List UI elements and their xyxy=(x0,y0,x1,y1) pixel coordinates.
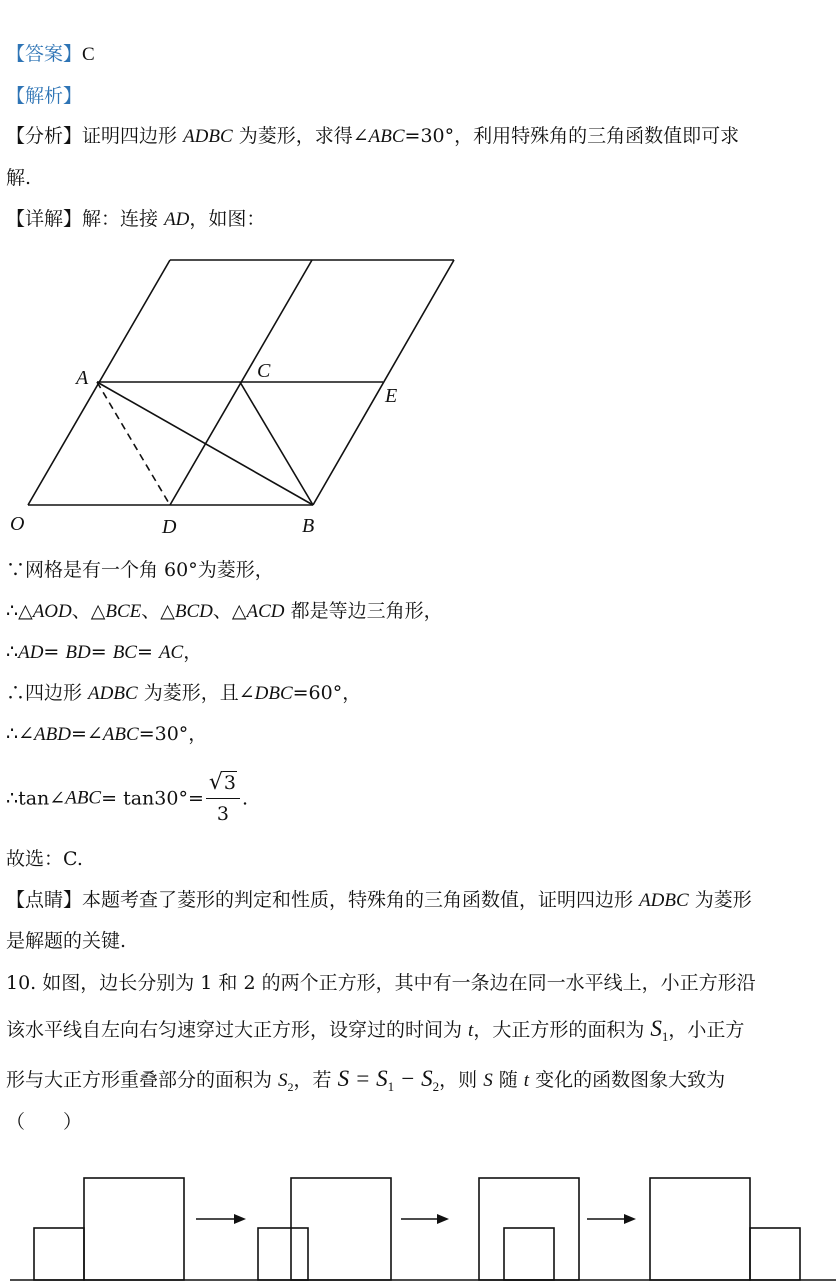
dianjing-text-1: 本题考查了菱形的判定和性质，特殊角的三角函数值，证明四边形 xyxy=(82,889,640,911)
step-2-var-4: ACD xyxy=(246,601,285,622)
step-6-var: ABC xyxy=(65,787,102,809)
answer-label: 【答案】 xyxy=(6,43,83,65)
label-O: O xyxy=(10,513,25,535)
step-4-var-1: ADBC xyxy=(88,683,138,704)
step-6-text-a: ∴tan∠ xyxy=(6,787,66,810)
step-6 xyxy=(6,768,248,829)
frame-3-big-square xyxy=(479,1178,579,1280)
q10-eq-sub-2: 2 xyxy=(432,1078,440,1094)
answer-value: C xyxy=(82,44,95,65)
answer-line xyxy=(6,42,95,67)
step-2-var-2: BCE xyxy=(105,601,142,622)
step-5-text-a: ∴∠ xyxy=(6,723,35,745)
step-3-eq-1: = xyxy=(43,641,66,663)
step-3 xyxy=(6,640,202,665)
q10-var-S: S xyxy=(483,1070,493,1091)
fenxi-var-2: ABC xyxy=(368,126,405,147)
step-1: ∵网格是有一个角 60°为菱形， xyxy=(6,559,274,581)
frame-1-small-square xyxy=(34,1228,84,1280)
xiangjie-line xyxy=(6,207,265,232)
q10-l2-text-c: ，大正方形的面积为 xyxy=(473,1019,651,1041)
step-4-var-2: DBC xyxy=(254,683,293,704)
xiangjie-text-1: 解：连接 xyxy=(82,208,165,230)
step-4 xyxy=(6,681,361,706)
step-4-text-c: 为菱形，且∠ xyxy=(137,682,255,704)
frame-2-small-square xyxy=(258,1228,308,1280)
q10-var-t: t xyxy=(468,1020,474,1041)
fenxi-label: 【分析】 xyxy=(6,125,83,147)
dianjing-line xyxy=(6,888,752,913)
sqrt-sign-icon: √ xyxy=(208,770,223,795)
q10-l3-text-k: 随 xyxy=(492,1069,524,1091)
dianjing-text-2: 为菱形 xyxy=(688,889,752,911)
step-6-end: . xyxy=(242,787,249,810)
step-3-end: ， xyxy=(183,641,203,663)
step-3-var-3: BC xyxy=(112,642,137,663)
step-3-eq-2: = xyxy=(90,641,113,663)
q10-sub-1: 1 xyxy=(661,1028,669,1044)
q10-sub-2: 2 xyxy=(287,1079,294,1094)
q10-var-S2: S xyxy=(278,1070,288,1091)
step-3-var-4: AC xyxy=(158,642,184,663)
xiangjie-text-2: ，如图： xyxy=(189,208,266,230)
q10-eq-minus-S2: − S xyxy=(394,1066,433,1091)
sqrt3-over-3-fraction xyxy=(206,768,240,829)
q10-l3-text-a: 形与大正方形重叠部分的面积为 xyxy=(6,1069,279,1091)
q10-l2-text-f: ，小正方 xyxy=(668,1019,745,1041)
rhombus-grid-figure xyxy=(0,250,480,540)
xiangjie-var: AD xyxy=(164,209,190,230)
step-2-text-i: 都是等边三角形， xyxy=(284,600,443,622)
line-ad-dashed xyxy=(97,382,170,505)
step-3-var-1: AD xyxy=(18,642,44,663)
arrow-1-head-icon xyxy=(234,1214,246,1224)
dianjing-line-2: 是解题的关键. xyxy=(6,930,127,952)
step-2-var-1: AOD xyxy=(32,601,72,622)
frame-4-small-square xyxy=(750,1228,800,1280)
fraction-denominator: 3 xyxy=(216,803,229,825)
step-5-text-c: =∠ xyxy=(70,723,103,745)
q10-line-2 xyxy=(6,1014,744,1052)
fraction-numerator: 3 xyxy=(223,772,236,794)
fenxi-text-3: =30°，利用特殊角的三角函数值即可求 xyxy=(404,125,740,147)
squares-sequence-figure xyxy=(0,1170,840,1285)
fenxi-text-2: 为菱形，求得∠ xyxy=(232,125,369,147)
line-ab xyxy=(97,382,313,505)
line-cb xyxy=(240,382,313,505)
step-2-text-c: 、△ xyxy=(71,600,106,622)
dianjing-var: ADBC xyxy=(639,890,689,911)
fenxi-var-1: ADBC xyxy=(183,126,233,147)
step-2 xyxy=(6,599,443,624)
q10-var-S1: S xyxy=(650,1016,662,1041)
q10-eq-sub-1: 1 xyxy=(387,1078,395,1094)
q10-line-1: 10. 如图，边长分别为 1 和 2 的两个正方形，其中有一条边在同一水平线上，小正方形沿 xyxy=(6,972,756,994)
step-2-text-g: 、△ xyxy=(212,600,247,622)
arrow-3-head-icon xyxy=(624,1214,636,1224)
step-6-text-c: = tan30°= xyxy=(101,787,204,810)
step-2-var-3: BCD xyxy=(174,601,213,622)
fenxi-line-2: 解. xyxy=(6,167,32,189)
fenxi-line xyxy=(6,124,739,149)
step-4-text-e: =60°， xyxy=(292,682,362,704)
step-2-text-e: 、△ xyxy=(141,600,175,622)
step-5-var-2: ABC xyxy=(102,724,139,745)
step-4-text-a: ∴四边形 xyxy=(6,682,89,704)
label-C: C xyxy=(257,360,271,382)
q10-var-t-2: t xyxy=(523,1070,530,1091)
q10-eq-S-S1: S = S xyxy=(337,1066,388,1091)
step-5-text-e: =30°， xyxy=(138,723,208,745)
q10-l3-text-d: ，若 xyxy=(293,1069,338,1091)
fenxi-text-1: 证明四边形 xyxy=(82,125,184,147)
step-3-var-2: BD xyxy=(65,642,91,663)
frame-2-big-square xyxy=(291,1178,391,1280)
q10-l2-text-a: 该水平线自左向右匀速穿过大正方形，设穿过的时间为 xyxy=(6,1019,469,1041)
xiangjie-label: 【详解】 xyxy=(6,208,83,230)
step-5-var-1: ABD xyxy=(34,724,71,745)
frame-3-small-square xyxy=(504,1228,554,1280)
label-A: A xyxy=(76,367,89,389)
step-7: 故选：C. xyxy=(6,848,83,870)
label-E: E xyxy=(385,385,398,407)
step-2-text-a: ∴△ xyxy=(6,600,33,622)
q10-l3-text-i: ，则 xyxy=(439,1069,484,1091)
q10-line-3 xyxy=(6,1064,725,1102)
q10-l3-text-m: 变化的函数图象大致为 xyxy=(529,1069,726,1091)
label-D: D xyxy=(162,516,177,538)
label-B: B xyxy=(302,515,315,537)
arrow-2-head-icon xyxy=(437,1214,449,1224)
dianjing-label: 【点睛】 xyxy=(6,889,83,911)
step-5 xyxy=(6,722,207,747)
analysis-label: 【解析】 xyxy=(6,85,83,107)
frame-4-big-square xyxy=(650,1178,750,1280)
q10-options-paren: （ ） xyxy=(6,1111,83,1133)
step-3-therefore: ∴ xyxy=(6,641,19,663)
step-3-eq-3: = xyxy=(136,641,159,663)
frame-1-big-square xyxy=(84,1178,184,1280)
